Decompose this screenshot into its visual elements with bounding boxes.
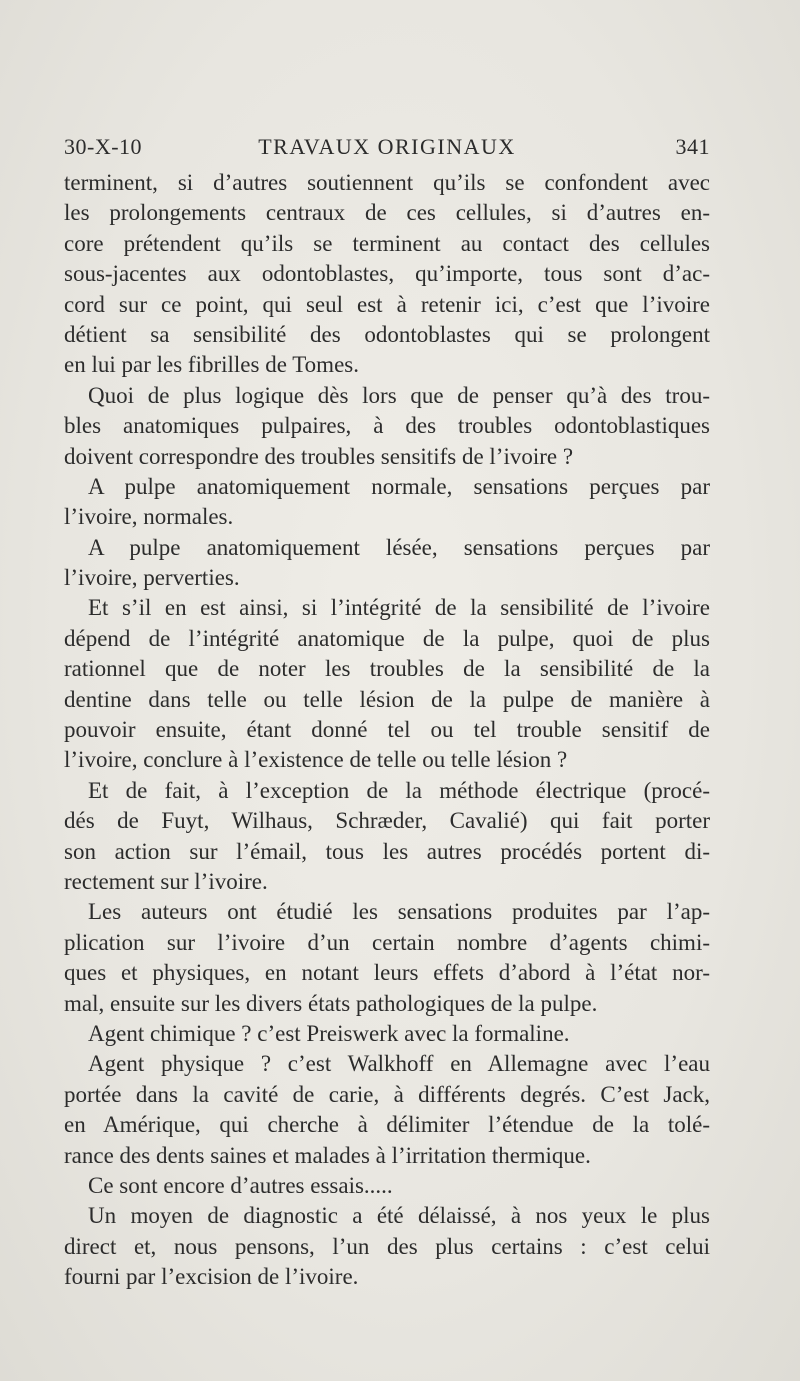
text-line: mal, ensuite sur les divers états pathologiques de la pulpe. <box>64 990 598 1016</box>
text-line: dépend de l’intégrité anatomique de la pulpe, quoi de plus <box>64 625 710 651</box>
text-line: l’ivoire, perverties. <box>64 565 240 591</box>
text-line: pouvoir ensuite, étant donné tel ou tel trouble sensitif de <box>64 717 710 743</box>
text-line: son action sur l’émail, tous les autres procédés portent di- <box>64 838 710 864</box>
header-date: 30-X-10 <box>64 134 143 159</box>
text-line: en lui par les fibrilles de Tomes. <box>64 352 359 378</box>
text-line: bles anatomiques pulpaires, à des troubles odontoblastiques <box>64 413 710 439</box>
text-line: direct et, nous pensons, l’un des plus certains : c’est celui <box>64 1233 710 1259</box>
text-line: Les auteurs ont étudié les sensations produites par l’ap- <box>88 899 710 925</box>
text-line: Ce sont encore d’autres essais..... <box>88 1172 393 1198</box>
header-section-title: TRAVAUX ORIGINAUX <box>258 134 516 159</box>
text-line: l’ivoire, conclure à l’existence de telle ou telle lésion ? <box>64 747 568 773</box>
text-line: dentine dans telle ou telle lésion de la pulpe de manière à <box>64 686 710 712</box>
text-line: rectement sur l’ivoire. <box>64 868 268 894</box>
text-line: les prolongements centraux de ces cellules, si d’autres en- <box>64 200 710 226</box>
text-line: cord sur ce point, qui seul est à retenir ici, c’est que l’ivoire <box>64 291 710 317</box>
text-line: Agent chimique ? c’est Preiswerk avec la formaline. <box>88 1020 570 1046</box>
text-line: dés de Fuyt, Wilhaus, Schræder, Cavalié) qui fait porter <box>64 808 710 834</box>
text-line: Et de fait, à l’exception de la méthode électrique (procé- <box>88 777 710 803</box>
text-line: portée dans la cavité de carie, à différents degrés. C’est Jack, <box>64 1081 710 1107</box>
text-line: Quoi de plus logique dès lors que de penser qu’à des trou- <box>88 382 710 408</box>
text-line: sous-jacentes aux odontoblastes, qu’importe, tous sont d’ac- <box>64 261 710 287</box>
text-line: Agent physique ? c’est Walkhoff en Allemagne avec l’eau <box>88 1051 710 1077</box>
text-line: Un moyen de diagnostic a été délaissé, à nos yeux le plus <box>88 1203 710 1229</box>
text-line: ques et physiques, en notant leurs effets d’abord à l’état nor- <box>64 960 710 986</box>
text-line: fourni par l’excision de l’ivoire. <box>64 1264 359 1290</box>
running-header <box>64 134 710 164</box>
text-line: détient sa sensibilité des odontoblastes qui se prolongent <box>64 321 710 347</box>
page-number: 341 <box>675 134 710 159</box>
text-line: Et s’il en est ainsi, si l’intégrité de la sensibilité de l’ivoire <box>88 595 710 621</box>
body-text <box>64 168 710 1292</box>
text-line: en Amérique, qui cherche à délimiter l’étendue de la tolé- <box>64 1112 710 1138</box>
text-line: terminent, si d’autres soutiennent qu’ils se confondent avec <box>64 170 710 195</box>
text-line: A pulpe anatomiquement normale, sensations perçues par <box>88 473 710 499</box>
text-line: doivent correspondre des troubles sensitifs de l’ivoire ? <box>64 443 574 469</box>
text-line: A pulpe anatomiquement lésée, sensations perçues par <box>88 534 710 560</box>
text-line: rance des dents saines et malades à l’irritation thermique. <box>64 1142 591 1168</box>
text-line: rationnel que de noter les troubles de la sensibilité de la <box>64 656 710 682</box>
text-line: l’ivoire, normales. <box>64 504 234 530</box>
text-line: plication sur l’ivoire d’un certain nombre d’agents chimi- <box>64 929 710 955</box>
text-line: core prétendent qu’ils se terminent au contact des cellules <box>64 230 710 256</box>
